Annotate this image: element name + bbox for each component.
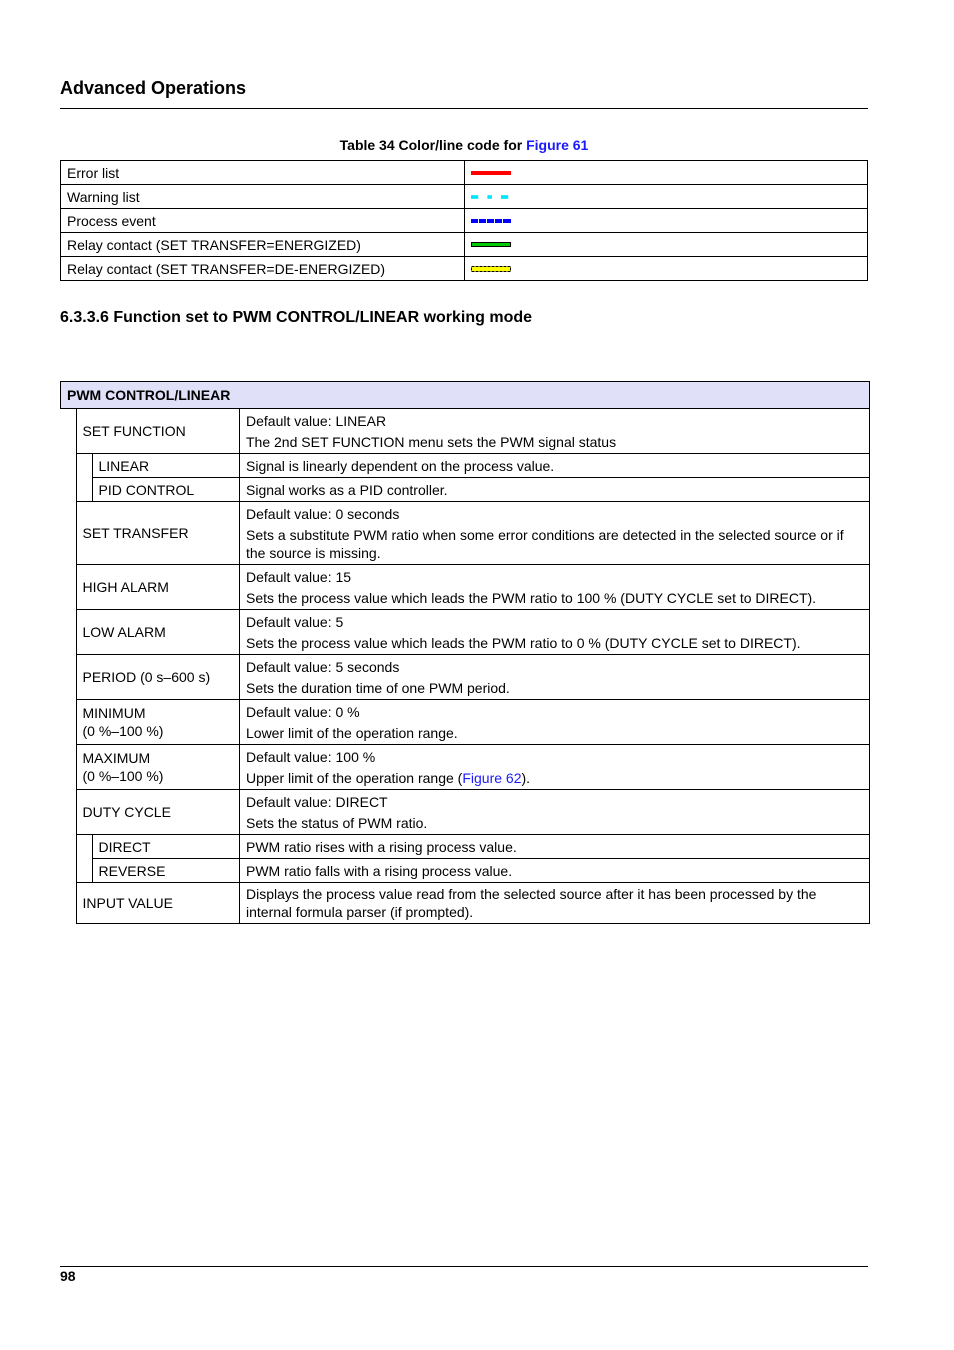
- row-name: DUTY CYCLE: [76, 790, 240, 835]
- row-description: Default value: 5 seconds Sets the duration time of one PWM period.: [240, 655, 870, 700]
- row-description: Default value: LINEAR The 2nd SET FUNCTION menu sets the PWM signal status: [240, 409, 870, 454]
- green-solid-line-swatch: [471, 241, 511, 249]
- row-description: Default value: 15 Sets the process value which leads the PWM ratio to 100 % (DUTY CYCLE set to DIRECT).: [240, 565, 870, 610]
- indent-spacer: [61, 478, 77, 502]
- row-name: INPUT VALUE: [76, 883, 240, 924]
- row-label: Process event: [61, 209, 465, 233]
- indent-spacer: [61, 502, 77, 565]
- indent-spacer: [61, 790, 77, 835]
- indent-spacer: [76, 478, 92, 502]
- row-label: Error list: [61, 161, 465, 185]
- row-name: LOW ALARM: [76, 610, 240, 655]
- row-description: Default value: 100 % Upper limit of the operation range (Figure 62).: [240, 745, 870, 790]
- red-solid-line-swatch: [471, 169, 511, 177]
- table-header: PWM CONTROL/LINEAR: [61, 382, 870, 409]
- table-row: [61, 454, 870, 478]
- row-description: Default value: DIRECT Sets the status of PWM ratio.: [240, 790, 870, 835]
- footer-rule: [60, 1266, 868, 1267]
- table-row: [61, 185, 868, 209]
- table-row: [61, 209, 868, 233]
- table-caption: [60, 137, 868, 153]
- page-number: 98: [60, 1268, 76, 1284]
- indent-spacer: [61, 883, 77, 924]
- table-row: [61, 409, 870, 454]
- table-row: [61, 745, 870, 790]
- indent-spacer: [61, 835, 77, 859]
- indent-spacer: [61, 565, 77, 610]
- row-description: PWM ratio rises with a rising process value.: [240, 835, 870, 859]
- row-name: MINIMUM (0 %–100 %): [76, 700, 240, 745]
- row-label: Relay contact (SET TRANSFER=DE-ENERGIZED): [61, 257, 465, 281]
- cyan-dashed-line-swatch: [471, 193, 511, 201]
- row-name: MAXIMUM (0 %–100 %): [76, 745, 240, 790]
- table-row: [61, 700, 870, 745]
- row-description: Signal is linearly dependent on the process value.: [240, 454, 870, 478]
- table-row: [61, 161, 868, 185]
- indent-spacer: [61, 700, 77, 745]
- table-row: [61, 565, 870, 610]
- table-row: [61, 883, 870, 924]
- line-sample-cell: [465, 209, 868, 233]
- row-description: Signal works as a PID controller.: [240, 478, 870, 502]
- indent-spacer: [61, 655, 77, 700]
- indent-spacer: [61, 745, 77, 790]
- indent-spacer: [61, 610, 77, 655]
- indent-spacer: [76, 454, 92, 478]
- row-name: PID CONTROL: [92, 478, 240, 502]
- table-row: [61, 233, 868, 257]
- row-name: PERIOD (0 s–600 s): [76, 655, 240, 700]
- row-description: Displays the process value read from the selected source after it has been processed by the internal formula parser (if prompted).: [240, 883, 870, 924]
- table-row: [61, 790, 870, 835]
- row-description: Default value: 5 Sets the process value which leads the PWM ratio to 0 % (DUTY CYCLE set to DIRECT).: [240, 610, 870, 655]
- row-name: REVERSE: [92, 859, 240, 883]
- table-header-row: [61, 382, 870, 409]
- line-sample-cell: [465, 185, 868, 209]
- indent-spacer: [61, 859, 77, 883]
- line-sample-cell: [465, 161, 868, 185]
- row-name: SET FUNCTION: [76, 409, 240, 454]
- blue-dashed-line-swatch: [471, 217, 511, 225]
- table-row: [61, 610, 870, 655]
- pwm-control-linear-table: [60, 381, 870, 924]
- row-name: DIRECT: [92, 835, 240, 859]
- figure-62-link[interactable]: Figure 62: [462, 769, 522, 786]
- figure-61-link[interactable]: Figure 61: [526, 137, 589, 153]
- table-row: [61, 835, 870, 859]
- row-label: Relay contact (SET TRANSFER=ENERGIZED): [61, 233, 465, 257]
- row-name: SET TRANSFER: [76, 502, 240, 565]
- table-row: [61, 257, 868, 281]
- row-description: Default value: 0 % Lower limit of the operation range.: [240, 700, 870, 745]
- line-sample-cell: [465, 233, 868, 257]
- row-description: PWM ratio falls with a rising process value.: [240, 859, 870, 883]
- caption-text: Table 34 Color/line code for: [339, 137, 527, 153]
- header-rule: [60, 108, 868, 109]
- section-title: Advanced Operations: [60, 78, 247, 98]
- table-row: [61, 478, 870, 502]
- table-row: [61, 655, 870, 700]
- row-description: Default value: 0 seconds Sets a substitute PWM ratio when some error conditions are detected in the selected source or if the source is missing.: [240, 502, 870, 565]
- line-sample-cell: [465, 257, 868, 281]
- indent-spacer: [61, 454, 77, 478]
- row-name: HIGH ALARM: [76, 565, 240, 610]
- row-label: Warning list: [61, 185, 465, 209]
- row-name: LINEAR: [92, 454, 240, 478]
- yellow-solid-line-swatch: [471, 265, 511, 273]
- table-row: [61, 502, 870, 565]
- indent-spacer: [76, 835, 92, 859]
- table-row: [61, 859, 870, 883]
- indent-spacer: [61, 409, 77, 454]
- indent-spacer: [76, 859, 92, 883]
- subsection-title: 6.3.3.6 Function set to PWM CONTROL/LINEAR working mode: [60, 309, 533, 326]
- color-line-code-table: [60, 160, 868, 281]
